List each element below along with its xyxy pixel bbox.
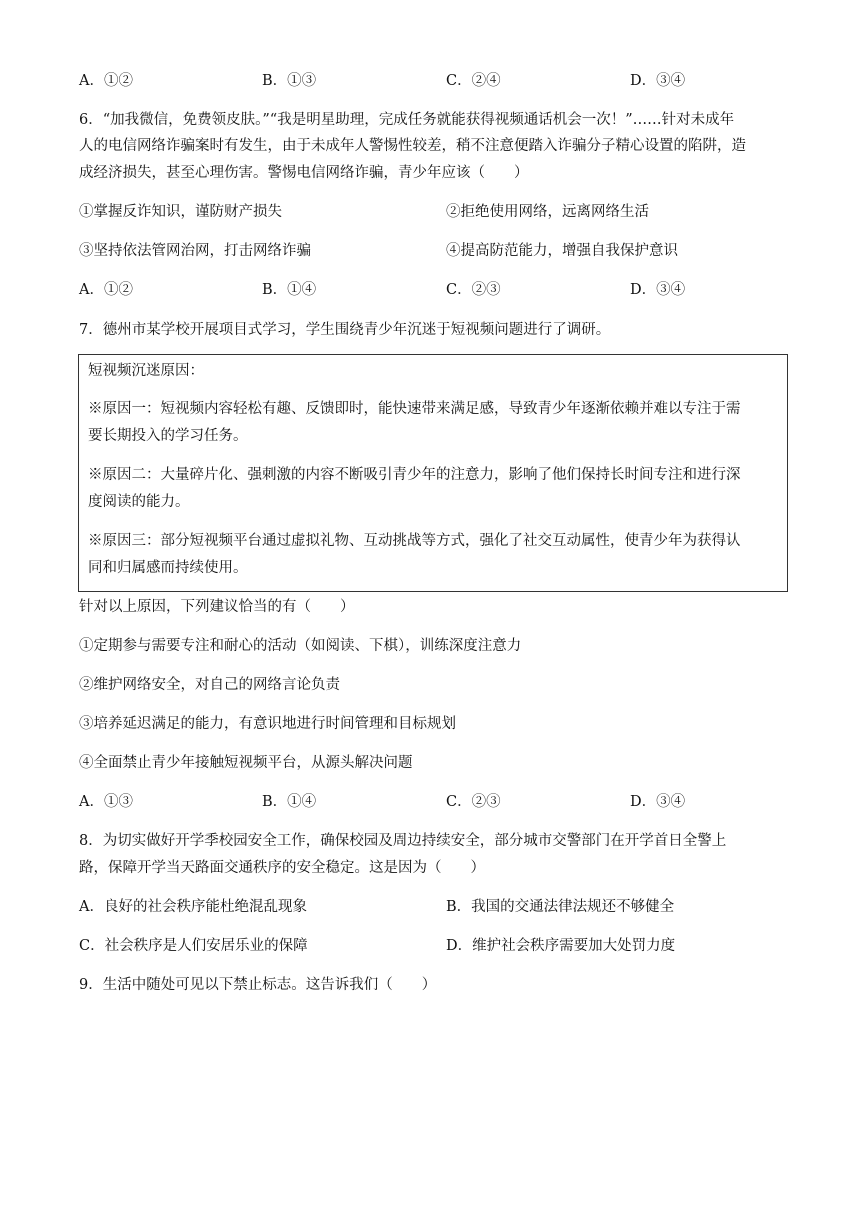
q7-box-title: 短视频沉迷原因： [88, 363, 204, 379]
q8-option-b: B．我国的交通法律法规还不够健全 [446, 899, 675, 915]
q5-option-b: B．①③ [262, 73, 317, 89]
q6-item-4: ④提高防范能力，增强自我保护意识 [446, 243, 678, 259]
q6-option-c: C．②③ [446, 282, 501, 298]
q8-option-a: A．良好的社会秩序能杜绝混乱现象 [79, 899, 307, 915]
q5-option-c: C．②④ [446, 73, 501, 89]
q6-stem-line-1: 6．“加我微信，免费领皮肤。”“我是明星助理，完成任务就能获得视频通话机会一次！”……针对未成年 [79, 112, 735, 128]
q8-option-d: D．维护社会秩序需要加大处罚力度 [446, 938, 676, 954]
q7-reason1-line-1: ※原因一：短视频内容轻松有趣、反馈即时，能快速带来满足感，导致青少年逐渐依赖并难以专注于需 [88, 401, 741, 417]
q7-item-2: ②维护网络安全，对自己的网络言论负责 [79, 677, 340, 693]
q7-reason2-line-1: ※原因二：大量碎片化、强刺激的内容不断吸引青少年的注意力，影响了他们保持长时间专注和进行深 [88, 467, 741, 483]
q6-item-1: ①掌握反诈知识，谨防财产损失 [79, 204, 282, 220]
q7-item-4: ④全面禁止青少年接触短视频平台，从源头解决问题 [79, 755, 413, 771]
q6-stem-line-3: 成经济损失，甚至心理伤害。警惕电信网络诈骗，青少年应该（ ） [79, 165, 529, 181]
q6-item-2: ②拒绝使用网络，远离网络生活 [446, 204, 649, 220]
q7-material-box [78, 354, 788, 592]
q6-stem-line-2: 人的电信网络诈骗案时有发生，由于未成年人警惕性较差，稍不注意便踏入诈骗分子精心设置的陷阱，造 [79, 138, 746, 154]
q7-item-1: ①定期参与需要专注和耐心的活动（如阅读、下棋），训练深度注意力 [79, 638, 522, 654]
q7-reason1-line-2: 要长期投入的学习任务。 [88, 428, 248, 444]
q5-option-a: A．①② [79, 73, 133, 89]
q5-option-d: D．③④ [630, 73, 686, 89]
q6-option-d: D．③④ [630, 282, 686, 298]
q7-reason3-line-1: ※原因三：部分短视频平台通过虚拟礼物、互动挑战等方式，强化了社交互动属性，使青少年为获得认 [88, 533, 741, 549]
q6-option-b: B．①④ [262, 282, 317, 298]
q7-option-d: D．③④ [630, 794, 686, 810]
q7-reason3-line-2: 同和归属感而持续使用。 [88, 560, 248, 576]
q8-option-c: C．社会秩序是人们安居乐业的保障 [79, 938, 308, 954]
q8-stem-line-1: 8．为切实做好开学季校园安全工作，确保校园及周边持续安全，部分城市交警部门在开学首日全警上 [79, 833, 727, 849]
q7-item-3: ③培养延迟满足的能力，有意识地进行时间管理和目标规划 [79, 716, 456, 732]
q7-option-c: C．②③ [446, 794, 501, 810]
q7-question: 针对以上原因，下列建议恰当的有（ ） [79, 599, 355, 615]
q9-stem: 9．生活中随处可见以下禁止标志。这告诉我们（ ） [79, 977, 437, 993]
q6-item-3: ③坚持依法管网治网，打击网络诈骗 [79, 243, 311, 259]
q7-option-a: A．①③ [79, 794, 133, 810]
q7-stem: 7．德州市某学校开展项目式学习，学生围绕青少年沉迷于短视频问题进行了调研。 [79, 322, 611, 338]
q8-stem-line-2: 路，保障开学当天路面交通秩序的安全稳定。这是因为（ ） [79, 860, 485, 876]
q7-reason2-line-2: 度阅读的能力。 [88, 494, 190, 510]
q7-option-b: B．①④ [262, 794, 317, 810]
q6-option-a: A．①② [79, 282, 133, 298]
